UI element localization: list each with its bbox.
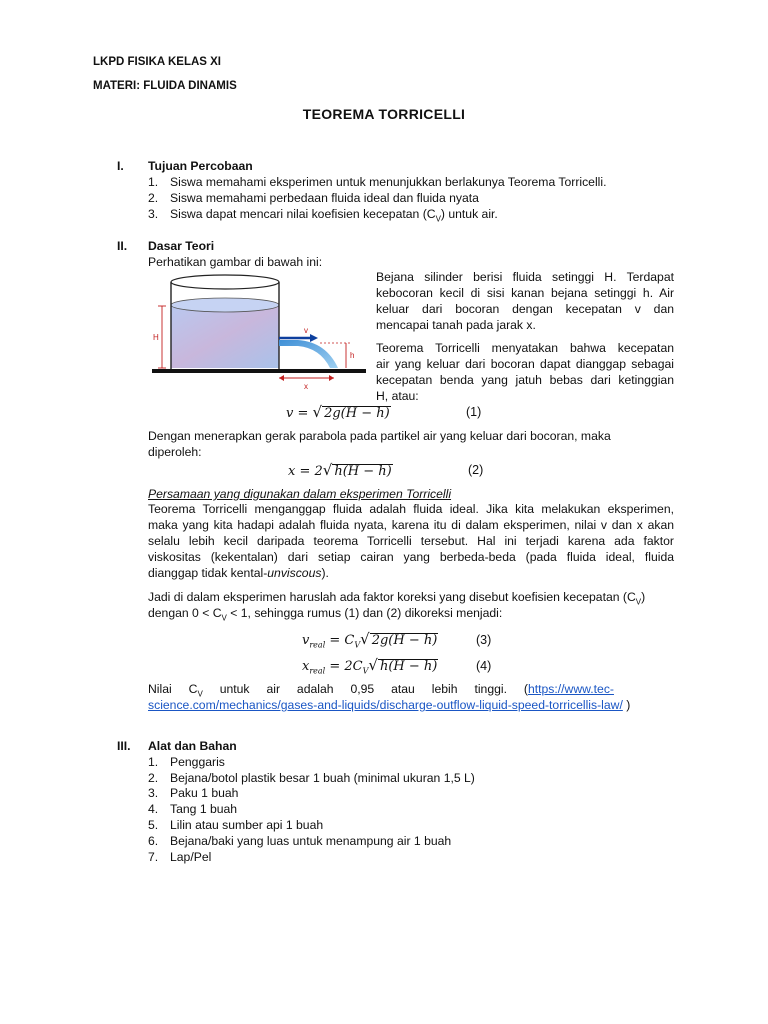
material-item: Tang 1 buah: [170, 802, 238, 816]
ground-line: [152, 369, 366, 373]
label-x: x: [304, 382, 308, 391]
equation-2-number: (2): [468, 463, 484, 477]
section3-roman: III.: [117, 739, 131, 753]
material-item: Penggaris: [170, 755, 225, 769]
section2-heading: Dasar Teori: [148, 239, 215, 253]
paragraph-line: viskositas (kekentalan) dari setiap cairan yang berbeda-beda (pada fluida ideal, fluida: [148, 550, 674, 564]
reference-link[interactable]: science.com/mechanics/gases-and-liquids/discharge-outflow-liquid-speed-torricellis-law/: [148, 698, 623, 712]
water-jet: [279, 340, 338, 368]
objective-number: 2.: [148, 191, 159, 205]
paragraph-line: dengan $0 < C_V < 1$, sehingga rumus (1) dan (2) dikoreksi menjadi:: [148, 606, 503, 623]
material-item: Paku 1 buah: [170, 786, 239, 800]
tank-rim: [171, 275, 279, 289]
paragraph-line: keluar dari bocoran dengan kecepatan v dan: [376, 302, 674, 316]
section3-heading: Alat dan Bahan: [148, 739, 237, 753]
equation-3: $v_{real} = C_V√$ 2g(H − h): [302, 630, 438, 650]
equation-4-number: (4): [476, 659, 492, 673]
water-surface: [171, 298, 279, 312]
label-h: h: [350, 351, 355, 360]
objective-item: Siswa memahami eksperimen untuk menunjukkan berlakunya Teorema Torricelli.: [170, 175, 607, 189]
material-number: 6.: [148, 834, 159, 848]
material-item: Lap/Pel: [170, 850, 212, 864]
water-body: [171, 305, 279, 368]
paragraph-line: kebocoran kecil di sisi kanan bejana setinggi h. Air: [376, 286, 674, 300]
objective-number: 1.: [148, 175, 159, 189]
objective-number: 3.: [148, 207, 159, 221]
page-title: TEOREMA TORRICELLI: [302, 106, 466, 122]
objective-item: Siswa dapat mencari nilai koefisien kecepatan $(C_V)$ untuk air.: [170, 207, 498, 224]
equation-2: x = 2√ h(H − h): [288, 461, 392, 479]
paragraph-line: Teorema Torricelli menganggap fluida adalah fluida ideal. Jika kita melakukan eksperimen,: [148, 502, 674, 516]
paragraph-line: diperoleh:: [148, 445, 202, 459]
paragraph-line: maka yang kita hadapi adalah fluida nyata, karena itu di dalam eksperimen, nilai v dan x akan: [148, 518, 674, 532]
paragraph-line: Dengan menerapkan gerak parabola pada partikel air yang keluar dari bocoran, maka: [148, 429, 611, 443]
paragraph-line: dianggap tidak kental-unviscous).: [148, 566, 329, 580]
equation-4: $x_{real} = 2C_V√$ h(H − h): [302, 656, 438, 676]
material-number: 7.: [148, 850, 159, 864]
paragraph-line: Teorema Torricelli menyatakan bahwa kecepatan: [376, 341, 674, 355]
paragraph-line: air yang keluar dari bocoran dapat dianggap sebagai: [376, 357, 674, 371]
paragraph-line: Nilai $C_V$ untuk air adalah 0,95 atau lebih tinggi. (https://www.tec-: [148, 682, 614, 699]
paragraph-line: Bejana silinder berisi fluida setinggi H. Terdapat: [376, 270, 674, 284]
material-item: Bejana/baki yang luas untuk menampung air 1 buah: [170, 834, 452, 848]
equation-3-number: (3): [476, 633, 492, 647]
label-H: H: [153, 333, 159, 342]
header-subject: LKPD FISIKA KELAS XI: [93, 56, 221, 68]
material-item: Bejana/botol plastik besar 1 buah (minimal ukuran 1,5 L): [170, 771, 475, 785]
paragraph-line: Jadi di dalam eksperimen haruslah ada faktor koreksi yang disebut koefisien kecepatan $(C_V)$: [148, 590, 646, 607]
torricelli-diagram: [148, 272, 370, 394]
equation-1: v = √ 2g(H − h): [286, 403, 390, 421]
paragraph-line: kecepatan benda yang jatuh bebas dari ketinggian: [376, 373, 674, 387]
intro-text: Perhatikan gambar di bawah ini:: [148, 255, 323, 269]
paragraph-line: selalu lebih kecil daripada teorema Torricelli tersebut. Hal ini terjadi karena ada faktor: [148, 534, 674, 548]
objective-item: Siswa memahami perbedaan fluida ideal dan fluida nyata: [170, 191, 479, 205]
section1-roman: I.: [117, 159, 124, 173]
material-number: 4.: [148, 802, 159, 816]
reference-link[interactable]: https://www.tec-: [527, 682, 614, 696]
material-number: 5.: [148, 818, 159, 832]
equation-1-number: (1): [466, 405, 482, 419]
header-topic: MATERI: FLUIDA DINAMIS: [93, 80, 237, 92]
section2-roman: II.: [117, 239, 128, 253]
paragraph-line: mencapai tanah pada jarak x.: [376, 318, 536, 332]
section1-heading: Tujuan Percobaan: [148, 159, 253, 173]
paragraph-line: H, atau:: [376, 389, 419, 403]
paragraph-line: science.com/mechanics/gases-and-liquids/discharge-outflow-liquid-speed-torricellis-law/ ): [148, 698, 631, 712]
subsection-heading: Persamaan yang digunakan dalam eksperimen Torricelli: [148, 487, 452, 501]
material-item: Lilin atau sumber api 1 buah: [170, 818, 324, 832]
material-number: 2.: [148, 771, 159, 785]
material-number: 3.: [148, 786, 159, 800]
material-number: 1.: [148, 755, 159, 769]
label-v: v: [304, 326, 308, 335]
